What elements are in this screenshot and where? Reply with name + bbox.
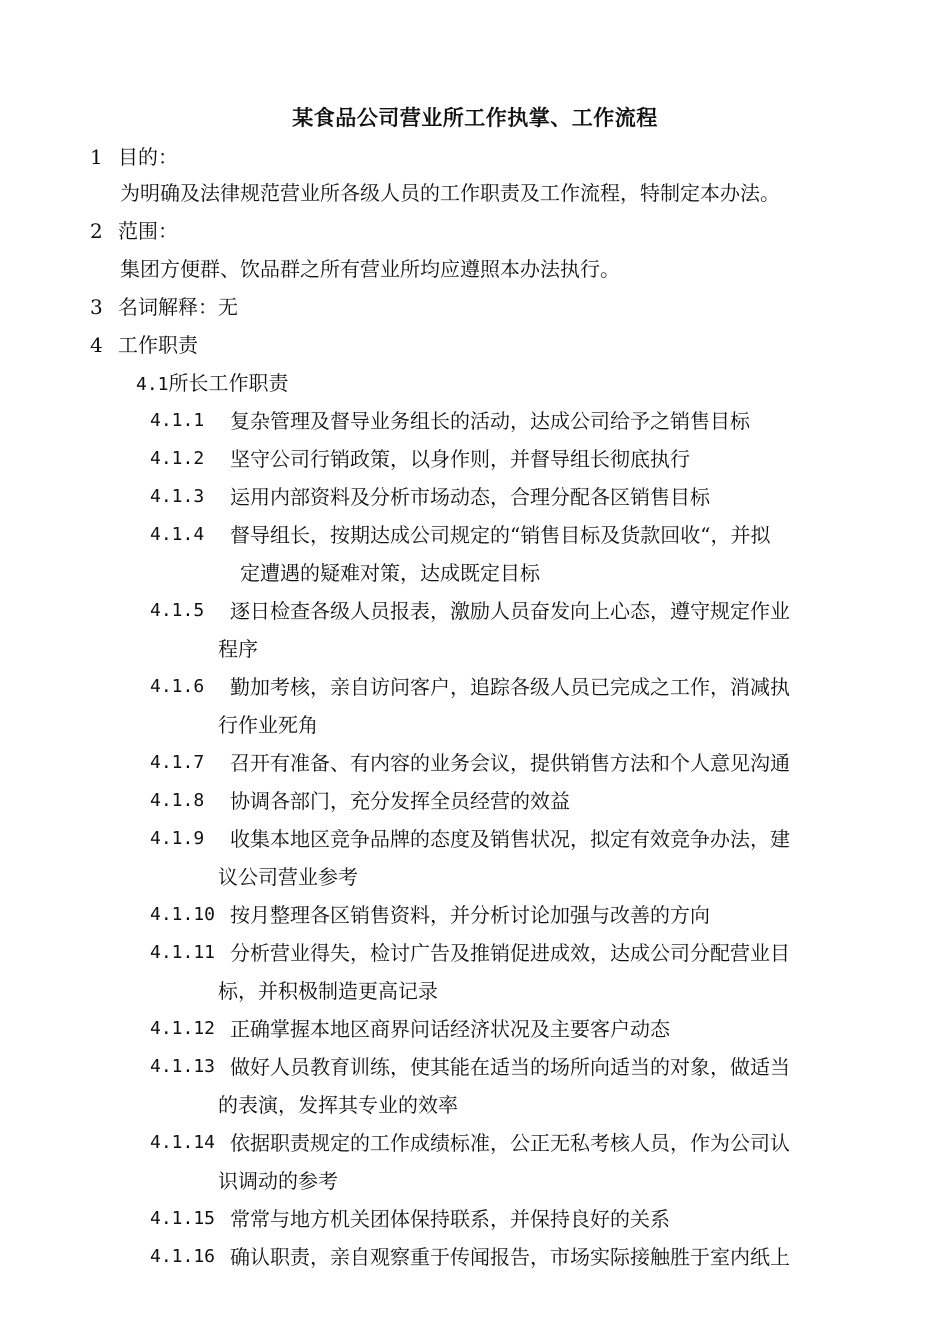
document-title: 某食品公司营业所工作执掌、工作流程 <box>292 105 658 130</box>
item-number: 4.1.14 <box>150 1132 216 1153</box>
item-number: 4.1.1 <box>150 410 205 431</box>
item-number: 4.1.16 <box>150 1246 216 1267</box>
item-text-continued: 行作业死角 <box>218 713 318 737</box>
item-text: 协调各部门，充分发挥全员经营的效益 <box>230 789 570 813</box>
item-number: 4.1.15 <box>150 1208 216 1229</box>
subsection-4-1-heading <box>136 369 289 399</box>
section-number: 2 <box>90 219 103 243</box>
item-text: 分析营业得失，检讨广告及推销促进成效，达成公司分配营业目 <box>230 941 790 965</box>
section-2-body: 集团方便群、饮品群之所有营业所均应遵照本办法执行。 <box>120 257 620 281</box>
item-text: 督导组长，按期达成公司规定的“销售目标及货款回收“，并拟 <box>230 523 771 547</box>
item-text: 收集本地区竞争品牌的态度及销售状况，拟定有效竞争办法，建 <box>230 827 790 851</box>
section-heading-text: 范围： <box>118 219 178 243</box>
item-text: 正确掌握本地区商界问话经济状况及主要客户动态 <box>230 1017 670 1041</box>
item-text: 常常与地方机关团体保持联系，并保持良好的关系 <box>230 1207 670 1231</box>
section-1-body: 为明确及法律规范营业所各级人员的工作职责及工作流程，特制定本办法。 <box>120 181 780 205</box>
item-text-continued: 定遭遇的疑难对策，达成既定目标 <box>240 561 540 585</box>
item-text: 做好人员教育训练，使其能在适当的场所向适当的对象，做适当 <box>230 1055 790 1079</box>
section-number: 3 <box>90 295 103 319</box>
item-text: 复杂管理及督导业务组长的活动，达成公司给予之销售目标 <box>230 409 750 433</box>
item-text: 确认职责，亲自观察重于传闻报告，市场实际接触胜于室内纸上 <box>230 1245 790 1269</box>
section-heading-text: 工作职责 <box>118 333 198 357</box>
item-number: 4.1.4 <box>150 524 205 545</box>
section-number: 1 <box>90 145 103 169</box>
item-number: 4.1.3 <box>150 486 205 507</box>
section-2-heading <box>90 217 178 245</box>
item-text-continued: 的表演，发挥其专业的效率 <box>218 1093 458 1117</box>
item-text: 勤加考核，亲自访问客户，追踪各级人员已完成之工作，消减执 <box>230 675 790 699</box>
section-heading-text: 名词解释：无 <box>118 295 238 319</box>
item-text-continued: 议公司营业参考 <box>218 865 358 889</box>
subsection-heading-text: 所长工作职责 <box>168 371 289 395</box>
item-number: 4.1.10 <box>150 904 216 925</box>
item-number: 4.1.7 <box>150 752 205 773</box>
item-text: 按月整理各区销售资料，并分析讨论加强与改善的方向 <box>230 903 710 927</box>
item-text: 召开有准备、有内容的业务会议，提供销售方法和个人意见沟通 <box>230 751 790 775</box>
subsection-number: 4.1 <box>136 374 169 395</box>
section-1-heading <box>90 143 178 171</box>
item-text: 依据职责规定的工作成绩标准，公正无私考核人员，作为公司认 <box>230 1131 790 1155</box>
item-number: 4.1.5 <box>150 600 205 621</box>
item-text: 逐日检查各级人员报表，激励人员奋发向上心态，遵守规定作业 <box>230 599 790 623</box>
item-text: 坚守公司行销政策，以身作则，并督导组长彻底执行 <box>230 447 690 471</box>
item-number: 4.1.9 <box>150 828 205 849</box>
section-number: 4 <box>90 333 103 357</box>
section-4-heading <box>90 331 198 359</box>
item-text-continued: 程序 <box>218 637 258 661</box>
item-number: 4.1.8 <box>150 790 205 811</box>
item-number: 4.1.2 <box>150 448 205 469</box>
item-number: 4.1.11 <box>150 942 216 963</box>
item-text-continued: 标，并积极制造更高记录 <box>218 979 438 1003</box>
item-number: 4.1.13 <box>150 1056 216 1077</box>
section-heading-text: 目的： <box>118 145 178 169</box>
section-3-heading <box>90 293 238 321</box>
item-number: 4.1.12 <box>150 1018 216 1039</box>
item-text: 运用内部资料及分析市场动态，合理分配各区销售目标 <box>230 485 710 509</box>
item-number: 4.1.6 <box>150 676 205 697</box>
item-text-continued: 识调动的参考 <box>218 1169 338 1193</box>
